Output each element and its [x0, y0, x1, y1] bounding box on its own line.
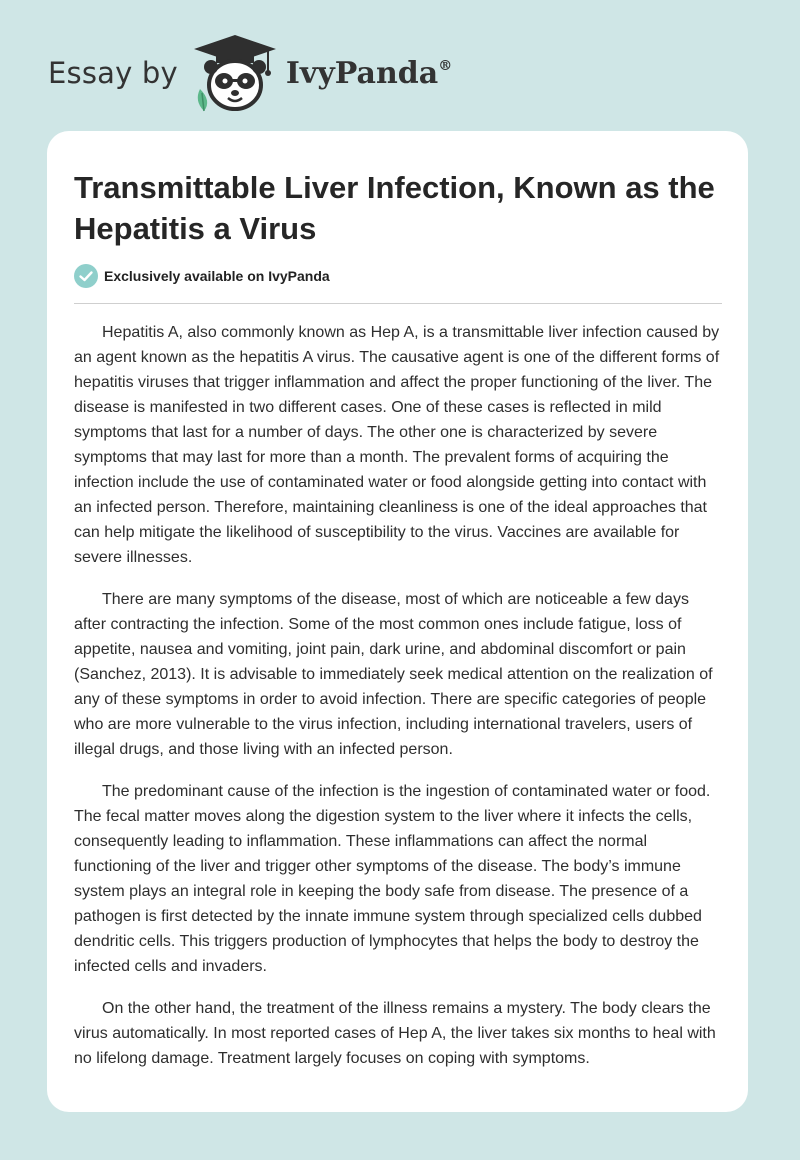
- site-header: [48, 28, 452, 118]
- brand-name[interactable]: [286, 56, 452, 91]
- panda-graduate-logo-icon[interactable]: [192, 31, 278, 115]
- registered-mark: ®: [438, 57, 453, 74]
- page-title: Transmittable Liver Infection, Known as the Hepatitis a Virus: [74, 170, 715, 246]
- exclusive-badge-label: Exclusively available on IvyPanda: [104, 268, 330, 284]
- paragraph: There are many symptoms of the disease, most of which are noticeable a few days after contracting the infection. Some of the most common ones include fatigue, loss of appetite, nausea and vomiting, joint pain, dark urine, and abdominal discomfort or pain (Sanchez, 2013). It is advisable to immediately seek medical attention on the realization of any of these symptoms in order to avoid infection. There are specific categories of people who are more vulnerable to the virus infection, including international travelers, users of illegal drugs, and those living with an infected person.: [74, 591, 713, 758]
- check-circle-icon: [74, 264, 98, 288]
- essay-card: [47, 131, 748, 1112]
- divider: [74, 303, 722, 304]
- exclusive-badge: [74, 264, 330, 288]
- paragraph: Hepatitis A, also commonly known as Hep A, is a transmittable liver infection caused by an agent known as the hepatitis A virus. The causative agent is one of the different forms of hepatitis viruses that trigger inflammation and affect the proper functioning of the liver. The disease is manifested in two different cases. One of these cases is reflected in mild symptoms that last for a number of days. The other one is characterized by severe symptoms that may last for more than a month. The prevalent forms of acquiring the infection include the use of contaminated water or food alongside getting into contact with an infected person. Therefore, maintaining cleanliness is one of the ideal approaches that can help mitigate the likelihood of susceptibility to the virus. Vaccines are available for severe illnesses.: [74, 324, 720, 566]
- essay-body: [74, 320, 724, 1088]
- brand-text: IvyPanda: [285, 55, 439, 91]
- paragraph: On the other hand, the treatment of the illness remains a mystery. The body clears the virus automatically. In most reported cases of Hep A, the liver takes six months to heal with no lifelong damage. Treatment largely focuses on coping with symptoms.: [74, 1000, 716, 1067]
- essay-by-label: Essay by: [48, 56, 178, 90]
- paragraph: The predominant cause of the infection is the ingestion of contaminated water or food. The fecal matter moves along the digestion system to the liver where it infects the cells, consequently leading to inflammation. These inflammations can affect the normal functioning of the liver and trigger other symptoms of the disease. The body’s immune system plays an integral role in keeping the body safe from disease. The presence of a pathogen is first detected by the innate immune system through specialized cells dubbed dendritic cells. This triggers production of lymphocytes that helps the body to destroy the infected cells and invaders.: [74, 783, 711, 975]
